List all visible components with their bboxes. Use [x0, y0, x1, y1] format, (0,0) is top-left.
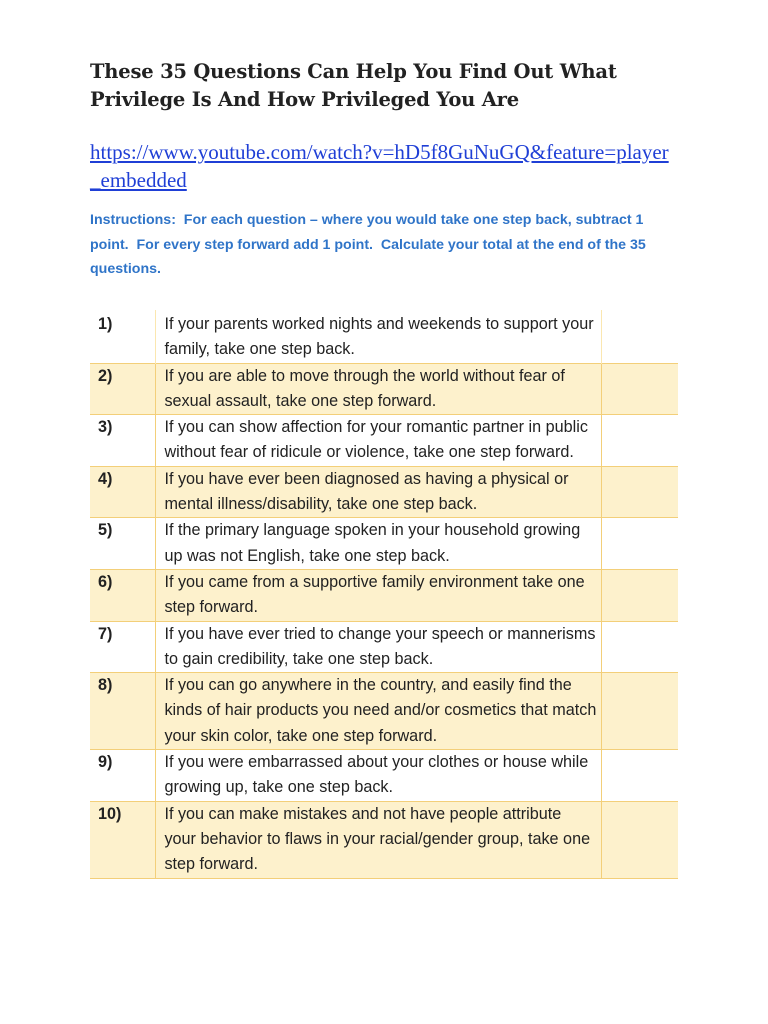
score-cell [602, 673, 678, 750]
question-number: 2) [90, 363, 156, 415]
table-row [90, 801, 678, 878]
score-cell [602, 801, 678, 878]
score-cell [602, 518, 678, 570]
score-cell [602, 569, 678, 621]
table-row [90, 466, 678, 518]
question-number: 6) [90, 569, 156, 621]
question-text: If you have ever been diagnosed as having a physical or mental illness/disability, take one step back. [156, 466, 602, 518]
youtube-link[interactable]: https://www.youtube.com/watch?v=hD5f8GuNuGQ&feature=player_embedded [90, 140, 669, 192]
question-text: If you can go anywhere in the country, and easily find the kinds of hair products you need and/or cosmetics that match your skin color, take one step forward. [156, 673, 602, 750]
score-cell [602, 750, 678, 802]
table-row [90, 415, 678, 467]
question-text: If you were embarrassed about your clothes or house while growing up, take one step back. [156, 750, 602, 802]
question-text: If you can make mistakes and not have people attribute your behavior to flaws in your racial/gender group, take one step forward. [156, 801, 602, 878]
question-text: If you have ever tried to change your speech or mannerisms to gain credibility, take one step back. [156, 621, 602, 673]
document-title: These 35 Questions Can Help You Find Out What Privilege Is And How Privileged You Are [90, 60, 617, 111]
question-number: 4) [90, 466, 156, 518]
question-number: 10) [90, 801, 156, 878]
table-row [90, 621, 678, 673]
question-number: 8) [90, 673, 156, 750]
table-row [90, 569, 678, 621]
question-number: 3) [98, 418, 113, 437]
question-number: 9) [98, 753, 113, 772]
question-number: 7) [98, 624, 113, 643]
table-row [90, 750, 678, 802]
score-cell [602, 621, 678, 673]
table-row [90, 673, 678, 750]
instructions-text: Instructions: For each question – where you would take one step back, subtract 1 point. For every step forward add 1 point. Calculate your total at the end of the 35 questions. [90, 212, 650, 277]
table-row [90, 363, 678, 415]
score-cell [602, 363, 678, 415]
score-cell [602, 310, 678, 363]
question-text: If your parents worked nights and weekends to support your family, take one step back. [156, 310, 602, 363]
question-text: If the primary language spoken in your household growing up was not English, take one step back. [156, 518, 602, 570]
score-cell [602, 415, 678, 467]
table-row [90, 518, 678, 570]
document-header [90, 58, 680, 282]
question-text: If you can show affection for your romantic partner in public without fear of ridicule or violence, take one step forward. [156, 415, 602, 467]
question-number: 5) [98, 521, 113, 540]
question-text: If you are able to move through the world without fear of sexual assault, take one step forward. [156, 363, 602, 415]
table-row [90, 310, 678, 363]
score-cell [602, 466, 678, 518]
question-number: 1) [98, 315, 113, 333]
questions-table [90, 310, 678, 879]
question-text: If you came from a supportive family environment take one step forward. [156, 569, 602, 621]
